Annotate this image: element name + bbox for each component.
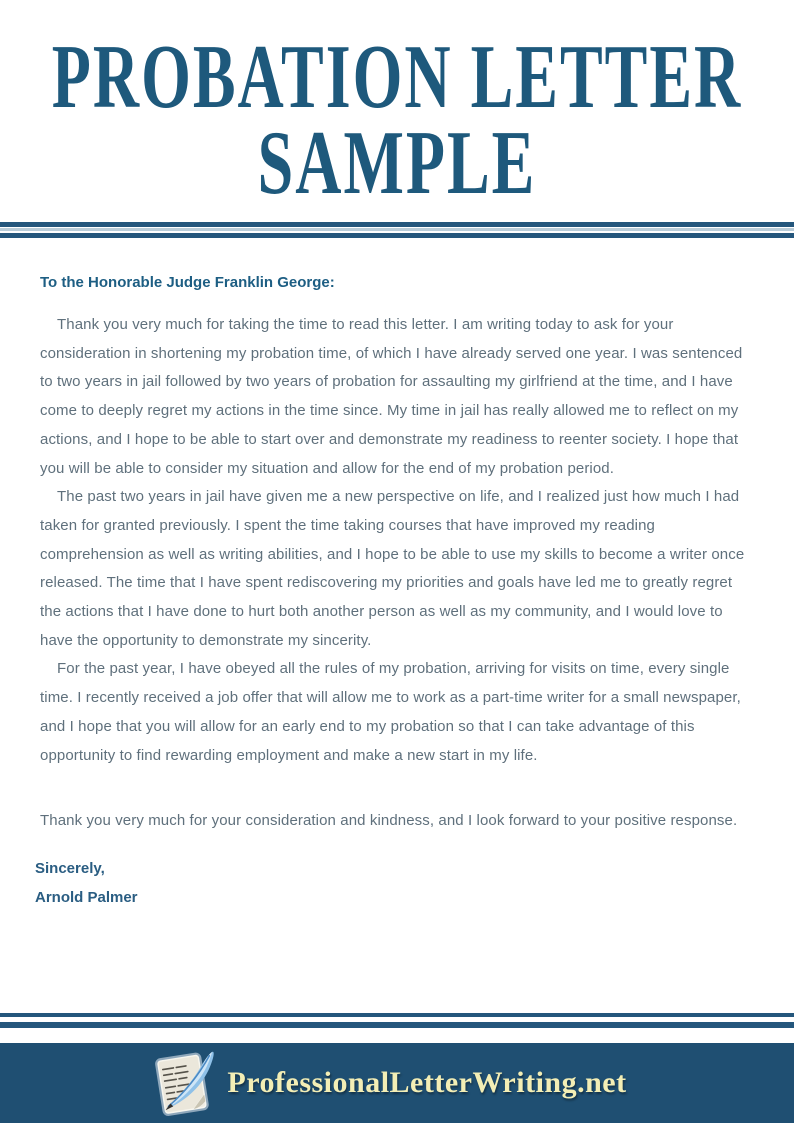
page-header [0,0,794,222]
salutation: To the Honorable Judge Franklin George: [40,274,335,291]
footer-band [0,1043,794,1123]
brand-name: ProfessionalLetterWriting.net [227,1066,627,1099]
brand-logo [147,1046,626,1120]
quill-paper-logo-icon [147,1046,221,1120]
signoff: Sincerely, [35,859,105,877]
footer-divider [0,1013,794,1028]
letter-body [0,238,794,1013]
letter-paragraph-1: Thank you very much for taking the time to read this letter. I am writing today to ask for your consideration in shortening my probation time, of which I have already served one year. I was sentenced to two years in jail followed by two years of probation for assaulting my girlfriend at the time, and I have come to deeply regret my actions in the time since. My time in jail has really allowed me to reflect on my actions, and I hope to be able to start over and demonstrate my readiness to reenter society. I hope that you will be able to consider my situation and allow for the end of my probation period. [40,316,743,477]
closing-paragraph: Thank you very much for your consideration and kindness, and I look forward to your positive response. [40,812,738,830]
letter-paragraph-3: For the past year, I have obeyed all the rules of my probation, arriving for visits on time, every single time. I recently received a job offer that will allow me to work as a part-time writer for a small newspaper, and I hope that you will allow for an early end to my probation so that I can take advantage of this opportunity to find rewarding employment and make a new start in my life. [40,660,741,764]
letter-paragraph-2: The past two years in jail have given me a new perspective on life, and I realized just how much I had taken for granted previously. I spent the time taking courses that have improved my reading comprehension as well as writing abilities, and I hope to be able to use my skills to become a writer once released. The time that I have spent rediscovering my priorities and goals have led me to greatly regret the actions that I have done to hurt both another person as well as my community, and I would love to have the opportunity to demonstrate my sincerity. [40,488,745,649]
title-divider [0,222,794,238]
page-title-line-1: PROBATION LETTER [51,25,743,127]
signature-block [35,854,754,912]
page-title-line-2: SAMPLE [257,111,537,213]
signature-name: Arnold Palmer [35,888,138,906]
